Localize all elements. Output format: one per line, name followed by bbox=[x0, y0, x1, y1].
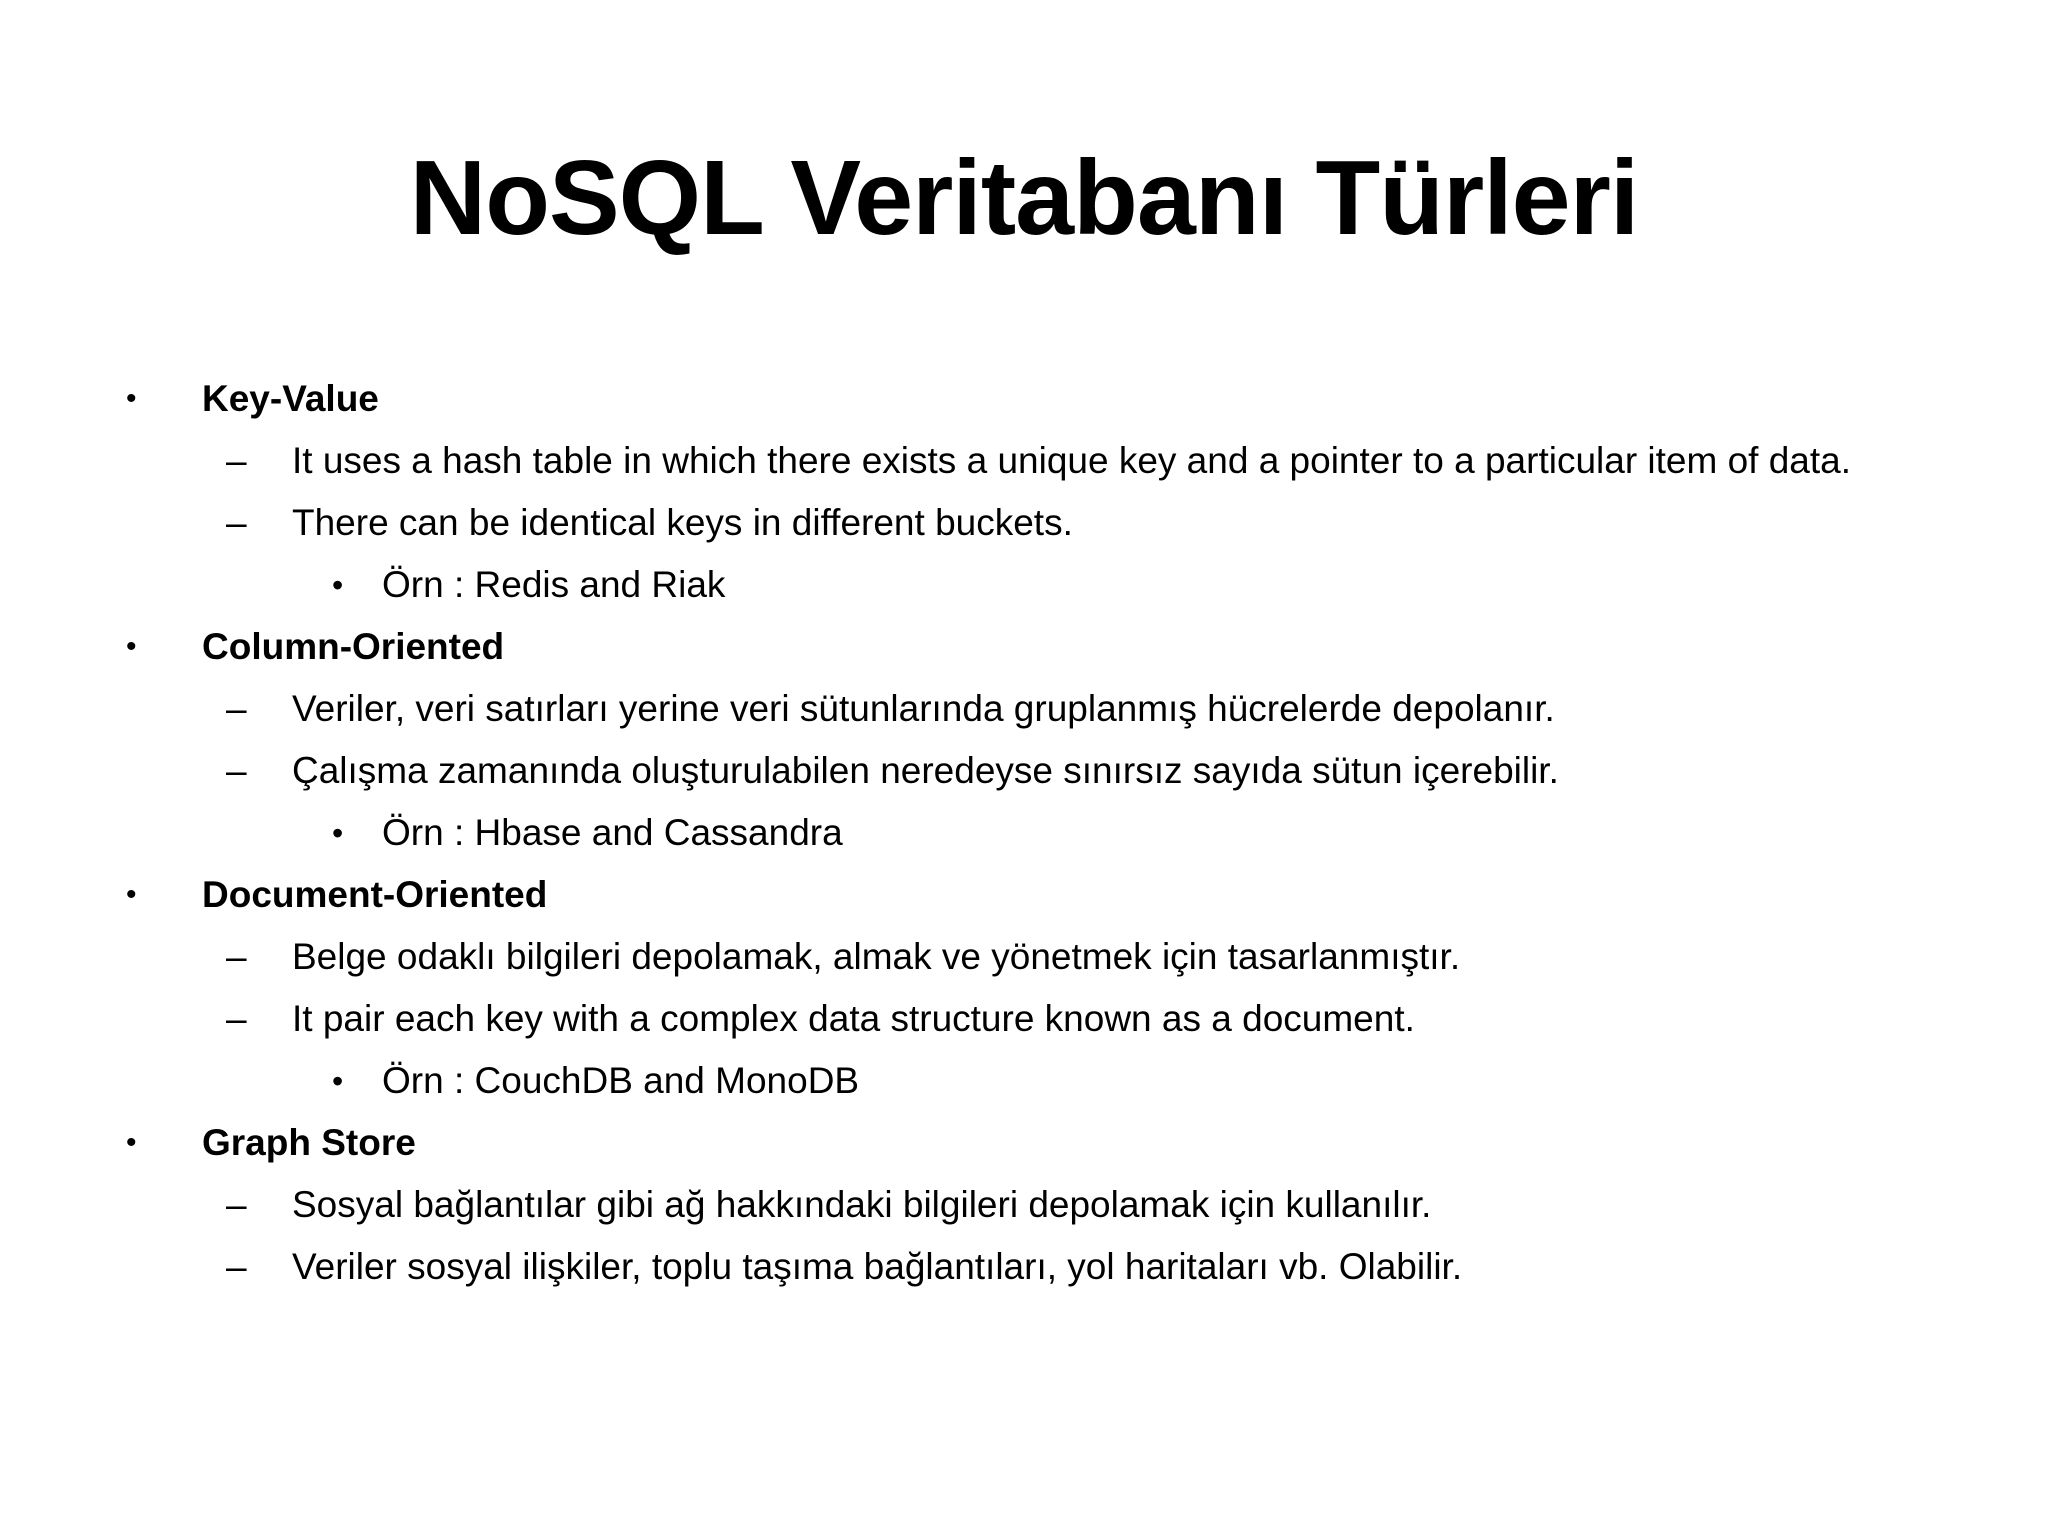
list-item-text: It pair each key with a complex data structure known as a document. bbox=[292, 998, 1415, 1039]
list-item bbox=[0, 678, 2048, 740]
example-item bbox=[0, 1050, 2048, 1112]
section-heading-key-value bbox=[0, 368, 2048, 430]
bullet-icon: • bbox=[126, 630, 137, 663]
bullet-icon: • bbox=[126, 382, 137, 415]
slide-title: NoSQL Veritabanı Türleri bbox=[409, 139, 1639, 257]
section-heading-column-oriented bbox=[0, 616, 2048, 678]
dash-icon: – bbox=[226, 1246, 247, 1287]
list-item-text: There can be identical keys in different buckets. bbox=[292, 502, 1073, 543]
bullet-icon: • bbox=[126, 1126, 137, 1159]
list-item bbox=[0, 1174, 2048, 1236]
dash-icon: – bbox=[226, 440, 247, 481]
list-item bbox=[0, 1236, 2048, 1298]
bullet-icon: • bbox=[332, 1063, 344, 1099]
example-text: Örn : Redis and Riak bbox=[382, 564, 726, 605]
dash-icon: – bbox=[226, 1184, 247, 1225]
example-text: Örn : CouchDB and MonoDB bbox=[382, 1060, 860, 1101]
dash-icon: – bbox=[226, 502, 247, 543]
section-heading-text: Column-Oriented bbox=[202, 626, 505, 667]
example-item bbox=[0, 554, 2048, 616]
list-item-text: Sosyal bağlantılar gibi ağ hakkındaki bilgileri depolamak için kullanılır. bbox=[292, 1184, 1432, 1225]
dash-icon: – bbox=[226, 936, 247, 977]
section-heading-graph-store bbox=[0, 1112, 2048, 1174]
bullet-icon: • bbox=[332, 567, 344, 603]
dash-icon: – bbox=[226, 688, 247, 729]
example-text: Örn : Hbase and Cassandra bbox=[382, 812, 843, 853]
list-item-text: It uses a hash table in which there exists a unique key and a pointer to a particular item of data. bbox=[292, 440, 1852, 481]
example-item bbox=[0, 802, 2048, 864]
list-item-text: Belge odaklı bilgileri depolamak, almak ve yönetmek için tasarlanmıştır. bbox=[292, 936, 1461, 977]
list-item bbox=[0, 430, 2048, 492]
dash-icon: – bbox=[226, 998, 247, 1039]
list-item-text: Veriler, veri satırları yerine veri sütunlarında gruplanmış hücrelerde depolanır. bbox=[292, 688, 1555, 729]
list-item bbox=[0, 492, 2048, 554]
section-heading-text: Graph Store bbox=[202, 1122, 416, 1163]
list-item bbox=[0, 926, 2048, 988]
bullet-icon: • bbox=[126, 878, 137, 911]
list-item-text: Veriler sosyal ilişkiler, toplu taşıma bağlantıları, yol haritaları vb. Olabilir. bbox=[292, 1246, 1463, 1287]
section-heading-text: Key-Value bbox=[202, 378, 379, 419]
dash-icon: – bbox=[226, 750, 247, 791]
section-heading-document-oriented bbox=[0, 864, 2048, 926]
list-item bbox=[0, 988, 2048, 1050]
section-heading-text: Document-Oriented bbox=[202, 874, 548, 915]
list-item bbox=[0, 740, 2048, 802]
bullet-icon: • bbox=[332, 815, 344, 851]
slide-content bbox=[0, 368, 2048, 1298]
list-item-text: Çalışma zamanında oluşturulabilen neredeyse sınırsız sayıda sütun içerebilir. bbox=[292, 750, 1559, 791]
